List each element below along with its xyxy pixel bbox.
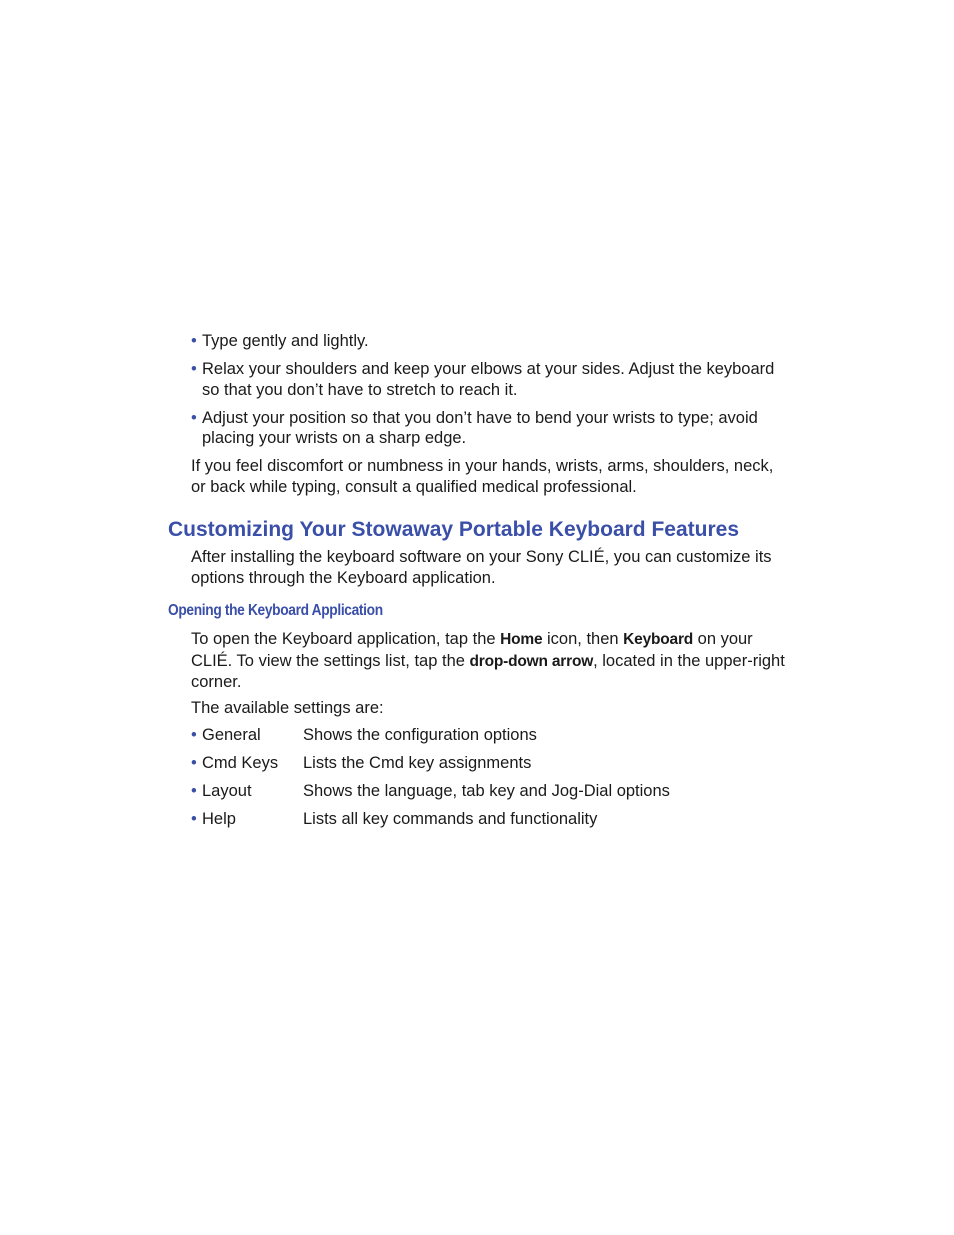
bullet-icon: •	[191, 782, 197, 800]
setting-row-help	[191, 809, 791, 830]
instruction-text: , located in the upper-right corner.	[191, 651, 785, 691]
setting-description: Lists all key commands and functionality	[303, 810, 598, 828]
list-item-text: Adjust your position so that you don’t have to bend your wrists to type; avoid placing your wrists on a sharp edge.	[202, 408, 758, 447]
setting-description: Lists the Cmd key assignments	[303, 754, 532, 772]
bullet-icon: •	[191, 408, 197, 427]
settings-list	[191, 725, 791, 837]
section-heading: Customizing Your Stowaway Portable Keyboard Features	[168, 518, 740, 541]
instruction-text: icon, then	[542, 630, 624, 648]
bullet-icon: •	[191, 360, 197, 378]
ergonomic-tips-list	[191, 331, 791, 456]
bullet-icon: •	[191, 332, 197, 350]
section-intro: After installing the keyboard software on your Sony CLIÉ, you can customize its options through the Keyboard application.	[191, 548, 772, 587]
subsection-heading: Opening the Keyboard Application	[168, 602, 383, 619]
setting-name: Layout	[202, 782, 252, 800]
home-term: Home	[500, 631, 543, 648]
list-item	[191, 331, 791, 352]
settings-intro: The available settings are:	[191, 699, 384, 717]
setting-row-cmd-keys	[191, 753, 791, 774]
open-instructions	[191, 629, 791, 693]
setting-row-general	[191, 725, 791, 746]
keyboard-term: Keyboard	[623, 631, 694, 648]
instruction-text: To open the Keyboard application, tap the	[191, 630, 501, 648]
list-item	[191, 408, 791, 449]
dropdown-arrow-term: drop-down arrow	[469, 652, 594, 670]
discomfort-note: If you feel discomfort or numbness in your hands, wrists, arms, shoulders, neck, or back while typing, consult a qualified medical professional.	[191, 457, 774, 496]
setting-name: General	[202, 726, 261, 744]
bullet-icon: •	[191, 810, 197, 828]
instruction-text: on your CLIÉ. To view the settings list, tap the	[191, 630, 753, 670]
setting-description: Shows the language, tab key and Jog-Dial options	[303, 782, 670, 800]
bullet-icon: •	[191, 726, 197, 744]
list-item	[191, 359, 791, 400]
setting-row-layout	[191, 781, 791, 802]
setting-description: Shows the configuration options	[303, 726, 537, 744]
bullet-icon: •	[191, 754, 197, 772]
list-item-text: Relax your shoulders and keep your elbows at your sides. Adjust the keyboard so that you don’t have to stretch to reach it.	[202, 360, 775, 399]
setting-name: Help	[202, 810, 236, 828]
list-item-text: Type gently and lightly.	[202, 332, 369, 350]
setting-name: Cmd Keys	[202, 754, 279, 772]
